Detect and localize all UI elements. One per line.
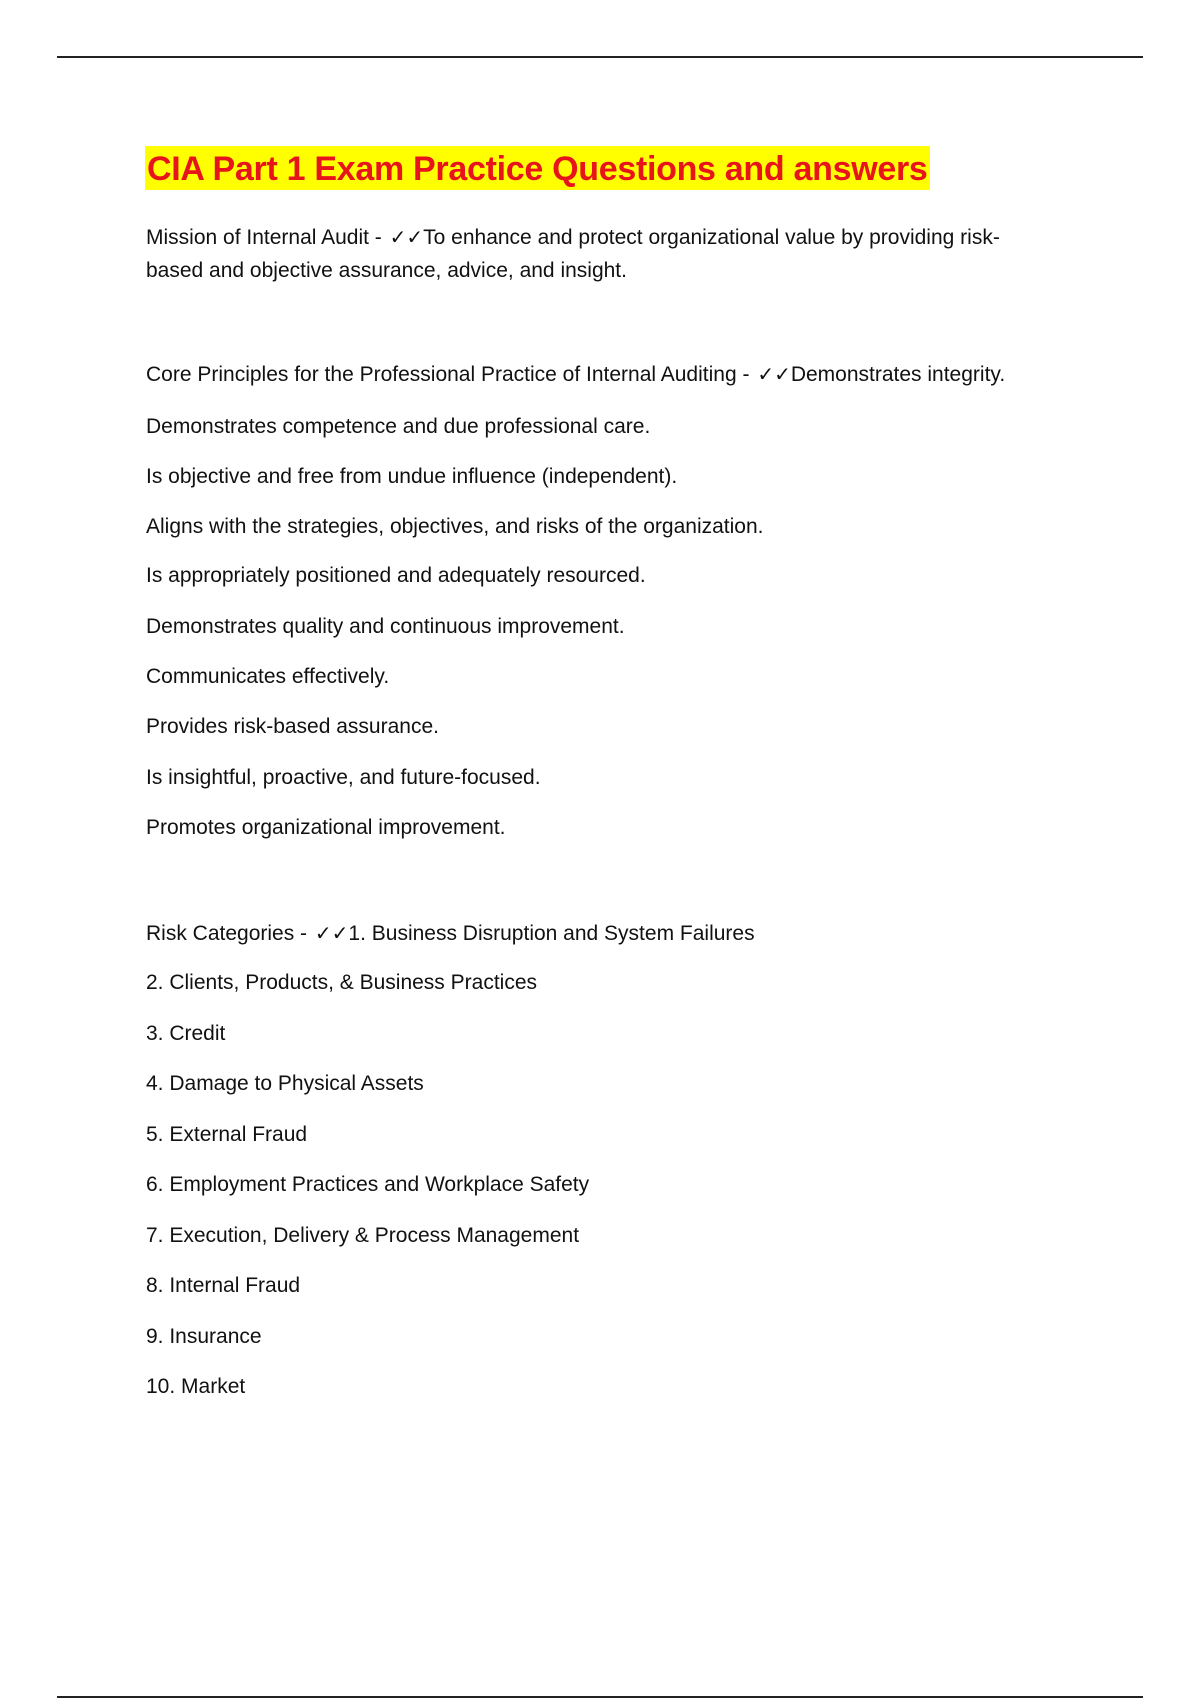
risk-category-item: 4. Damage to Physical Assets [146, 1072, 424, 1095]
risk-categories-first-item: 1. Business Disruption and System Failures [348, 922, 755, 945]
core-principle-item: Is appropriately positioned and adequately resourced. [146, 564, 646, 587]
risk-category-item: 10. Market [146, 1375, 246, 1398]
risk-category-item: 8. Internal Fraud [146, 1274, 301, 1297]
double-check-icon: ✓✓ [757, 362, 791, 386]
core-principle-item: Demonstrates competence and due professional care. [146, 415, 651, 438]
bottom-divider [57, 1696, 1143, 1698]
risk-category-item: 2. Clients, Products, & Business Practices [146, 971, 537, 994]
core-principles-first-item: Demonstrates integrity. [790, 363, 1006, 386]
core-principles-line [146, 357, 1005, 392]
core-principles-term: Core Principles for the Professional Practice of Internal Auditing - [146, 363, 756, 386]
risk-category-item: 5. External Fraud [146, 1123, 308, 1146]
core-principle-item: Aligns with the strategies, objectives, and risks of the organization. [146, 515, 764, 538]
double-check-icon: ✓✓ [314, 921, 349, 945]
risk-categories-line [146, 916, 755, 951]
mission-line-2 [146, 254, 627, 288]
risk-category-item: 3. Credit [146, 1022, 226, 1045]
mission-line-1 [146, 220, 1000, 255]
mission-term: Mission of Internal Audit - [146, 226, 388, 249]
mission-answer-line-1: To enhance and protect organizational value by providing risk- [423, 226, 1000, 249]
core-principle-item: Is objective and free from undue influence (independent). [146, 465, 678, 488]
double-check-icon: ✓✓ [389, 225, 424, 249]
core-principle-item: Is insightful, proactive, and future-focused. [146, 766, 541, 789]
risk-category-item: 9. Insurance [146, 1325, 262, 1348]
risk-category-item: 7. Execution, Delivery & Process Management [146, 1224, 580, 1247]
document-title: CIA Part 1 Exam Practice Questions and answers [147, 150, 928, 188]
mission-answer-line-2: based and objective assurance, advice, and insight. [146, 259, 627, 282]
top-divider [57, 56, 1143, 58]
core-principle-item: Provides risk-based assurance. [146, 715, 439, 738]
title-highlight [145, 146, 930, 190]
risk-categories-term: Risk Categories - [146, 922, 313, 945]
core-principle-item: Communicates effectively. [146, 665, 390, 688]
core-principle-item: Demonstrates quality and continuous improvement. [146, 615, 625, 638]
risk-category-item: 6. Employment Practices and Workplace Safety [146, 1173, 590, 1196]
core-principle-item: Promotes organizational improvement. [146, 816, 506, 839]
